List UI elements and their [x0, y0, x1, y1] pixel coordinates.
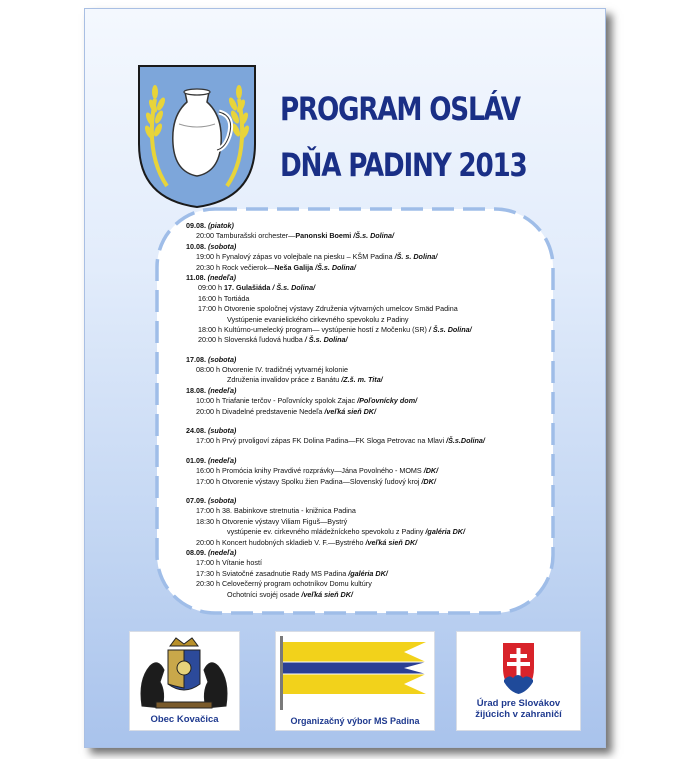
event-time: 17:00 h: [198, 304, 222, 314]
event-description: Otvorenie spoločnej výstavy Združenia výtvarných umelcov Smäd Padina: [223, 304, 458, 314]
pennant-flag-icon: [276, 632, 434, 712]
event-time: 17:00 h: [196, 436, 220, 446]
event-description: Celovečerný program ochotníkov Domu kultúry: [221, 579, 372, 589]
event-time: 18:30 h: [196, 516, 220, 526]
schedule-event: [186, 375, 606, 385]
event-venue: / Š.s. Dolina/: [302, 335, 348, 345]
title-line-2: DŇA PADINY 2013: [280, 146, 527, 184]
event-venue: /DK/: [419, 476, 436, 486]
schedule-event: [186, 315, 606, 325]
event-description: Otvorenie IV. tradičnéj vytvarnéj kolonie: [221, 365, 348, 375]
schedule-date: 07.09.: [186, 495, 206, 505]
schedule-date: 11.08.: [186, 272, 206, 282]
event-description: Slovenská ľudová hudba: [223, 335, 303, 345]
event-venue: /veľká sieň DK/: [299, 589, 353, 599]
event-time: 20:30 h: [196, 579, 220, 589]
schedule-event: [186, 407, 606, 417]
event-description: Tortiáda: [223, 293, 250, 303]
schedule-date: 18.08.: [186, 385, 206, 395]
event-time: 20:00 h: [198, 335, 222, 345]
schedule-event: [186, 477, 606, 487]
event-time: 16:00 h: [196, 466, 220, 476]
event-time: 17:00 h: [196, 506, 220, 516]
event-time: 20:00 h: [196, 537, 220, 547]
schedule-day: (nedeľa): [207, 455, 237, 465]
event-venue: / Š.s. Dolina/: [270, 283, 316, 293]
event-description: Divadelné predstavenie Nedeľa: [221, 406, 323, 416]
event-venue: /galéria DK/: [346, 568, 388, 578]
schedule-date-heading: [186, 221, 606, 231]
padina-coat-of-arms: [137, 64, 257, 209]
poster-title: [280, 81, 527, 193]
schedule-event: [186, 538, 606, 548]
schedule-event: [186, 252, 606, 262]
event-time: 20:00: [196, 231, 214, 241]
schedule-event: [186, 231, 606, 241]
schedule-event: [186, 558, 606, 568]
schedule-date-heading: [186, 496, 606, 506]
event-time: 17:30 h: [196, 568, 220, 578]
schedule-event: [186, 304, 606, 314]
event-venue: /veľká sieň DK/: [363, 537, 418, 547]
title-line-1: PROGRAM OSLÁV: [280, 90, 520, 128]
schedule-day: (sobota): [207, 495, 237, 505]
schedule-event: [186, 506, 606, 516]
event-time: 09:00 h: [198, 283, 222, 293]
event-description: Vítanie hostí: [221, 558, 262, 568]
event-description: vystúpenie ev. cirkevného mládežníckeho spevokolu z Padiny: [227, 527, 424, 537]
logo-organizacny-vybor: [275, 631, 435, 731]
event-description: Koncert hudobných skladieb V. F.—Bystrého: [221, 537, 364, 547]
logo-right-caption-1: Úrad pre Slovákov: [476, 698, 561, 709]
schedule-event: [186, 569, 606, 579]
event-time: 19:00 h: [196, 252, 220, 262]
event-description: Ochotníci svojéj osade: [227, 589, 300, 599]
event-schedule: [186, 221, 606, 600]
logo-urad-pre-slovakov: [456, 631, 581, 731]
event-venue: /Š.s. Dolina/: [351, 231, 395, 241]
event-description: Kultúrno-umelecký program— vystúpenie hostí z Močenku (SR): [223, 324, 427, 334]
event-description: Tamburašski orchester—: [215, 231, 296, 241]
logo-left-caption: Obec Kovačica: [150, 714, 219, 725]
event-performer: Panonski Boemi: [295, 231, 352, 241]
schedule-date: 01.09.: [186, 455, 206, 465]
schedule-event: [186, 283, 606, 293]
schedule-date-heading: [186, 242, 606, 252]
event-description: 38. Babinkove stretnutia - knižnica Padina: [221, 506, 356, 516]
schedule-date: 10.08.: [186, 241, 206, 251]
schedule-date: 17.08.: [186, 354, 206, 364]
schedule-day: (sobota): [207, 241, 237, 251]
schedule-date-heading: [186, 548, 606, 558]
schedule-date-heading: [186, 426, 606, 436]
schedule-day: (subota): [207, 426, 237, 436]
event-time: 20:30 h: [196, 262, 220, 272]
event-time: 10:00 h: [196, 396, 220, 406]
event-description: Promócia knihy Pravdivé rozprávky—Jána Povolného - MOMS: [221, 466, 422, 476]
event-description: Sviatočné zasadnutie Rady MS Padina: [221, 568, 347, 578]
schedule-spacer: [186, 447, 606, 456]
schedule-date-heading: [186, 456, 606, 466]
schedule-event: [186, 396, 606, 406]
event-venue: /Poľovnícky dom/: [355, 396, 418, 406]
event-venue: / Š.s. Dolina/: [426, 324, 472, 334]
event-description: Rock večierok—: [221, 262, 275, 272]
schedule-event: [186, 579, 606, 589]
event-venue: /galéria DK/: [423, 527, 465, 537]
schedule-event: [186, 325, 606, 335]
event-time: 17:00 h: [196, 476, 220, 486]
event-performer: Neša Galija: [274, 262, 314, 272]
schedule-spacer: [186, 346, 606, 355]
schedule-event: [186, 436, 606, 446]
event-description: Otvorenie výstavy Spolku žien Padina—Slovenský ľudový kroj: [221, 476, 420, 486]
logo-center-caption: Organizačný výbor MS Padina: [290, 716, 420, 726]
schedule-event: [186, 466, 606, 476]
schedule-day: (sobota): [207, 354, 237, 364]
event-venue: /veľká sieň DK/: [322, 406, 376, 416]
poster: [84, 8, 606, 748]
schedule-event: [186, 294, 606, 304]
schedule-day: (piatok): [207, 221, 234, 230]
event-venue: /Š.s. Dolina/: [313, 262, 356, 272]
schedule-date: 08.09.: [186, 547, 206, 557]
logo-obec-kovacica: [129, 631, 240, 731]
event-venue: /Š. s. Dolina/: [392, 252, 438, 262]
event-description: Triafanie terčov - Poľovnícky spolok Zajac: [221, 396, 356, 406]
schedule-spacer: [186, 417, 606, 426]
schedule-date-heading: [186, 386, 606, 396]
event-venue: /DK/: [421, 466, 439, 476]
logo-right-caption-2: žijúcich v zahraničí: [475, 709, 562, 720]
schedule-event: [186, 527, 606, 537]
schedule-day: (nedeľa): [207, 547, 237, 557]
schedule-event: [186, 365, 606, 375]
schedule-event: [186, 263, 606, 273]
schedule-day: (nedeľa): [207, 272, 236, 282]
slovak-coat-of-arms-icon: [457, 638, 580, 700]
event-performer: 17. Gulašiáda: [223, 283, 271, 293]
event-description: Otvorenie výstavy Viliam Figuš—Bystrý: [221, 516, 348, 526]
event-time: 16:00 h: [198, 293, 222, 303]
schedule-event: [186, 335, 606, 345]
schedule-event: [186, 590, 606, 600]
event-description: Fynalový zápas vo volejbale na piesku – KŠM Padina: [221, 252, 393, 262]
event-time: 18:00 h: [198, 324, 222, 334]
event-venue: /Š.s.Dolina/: [444, 436, 485, 446]
schedule-spacer: [186, 487, 606, 496]
schedule-event: [186, 517, 606, 527]
kovacica-crest-icon: [130, 636, 239, 714]
event-description: Združenia invalidov práce z Banátu: [227, 375, 340, 385]
schedule-date: 09.08.: [186, 221, 206, 230]
event-time: 20:00 h: [196, 406, 220, 416]
event-time: 08:00 h: [196, 365, 220, 375]
event-venue: /Z.š. m. Tita/: [339, 375, 383, 385]
schedule-date-heading: [186, 273, 606, 283]
event-time: 17:00 h: [196, 558, 220, 568]
schedule-day: (nedeľa): [207, 385, 237, 395]
event-description: Vystúpenie evanielického cirkevného spevokolu z Padiny: [227, 314, 409, 324]
schedule-date-heading: [186, 355, 606, 365]
event-description: Prvý prvoligoví zápas FK Dolina Padina—FK Sloga Petrovac na Mlavi: [221, 436, 445, 446]
schedule-date: 24.08.: [186, 426, 206, 436]
